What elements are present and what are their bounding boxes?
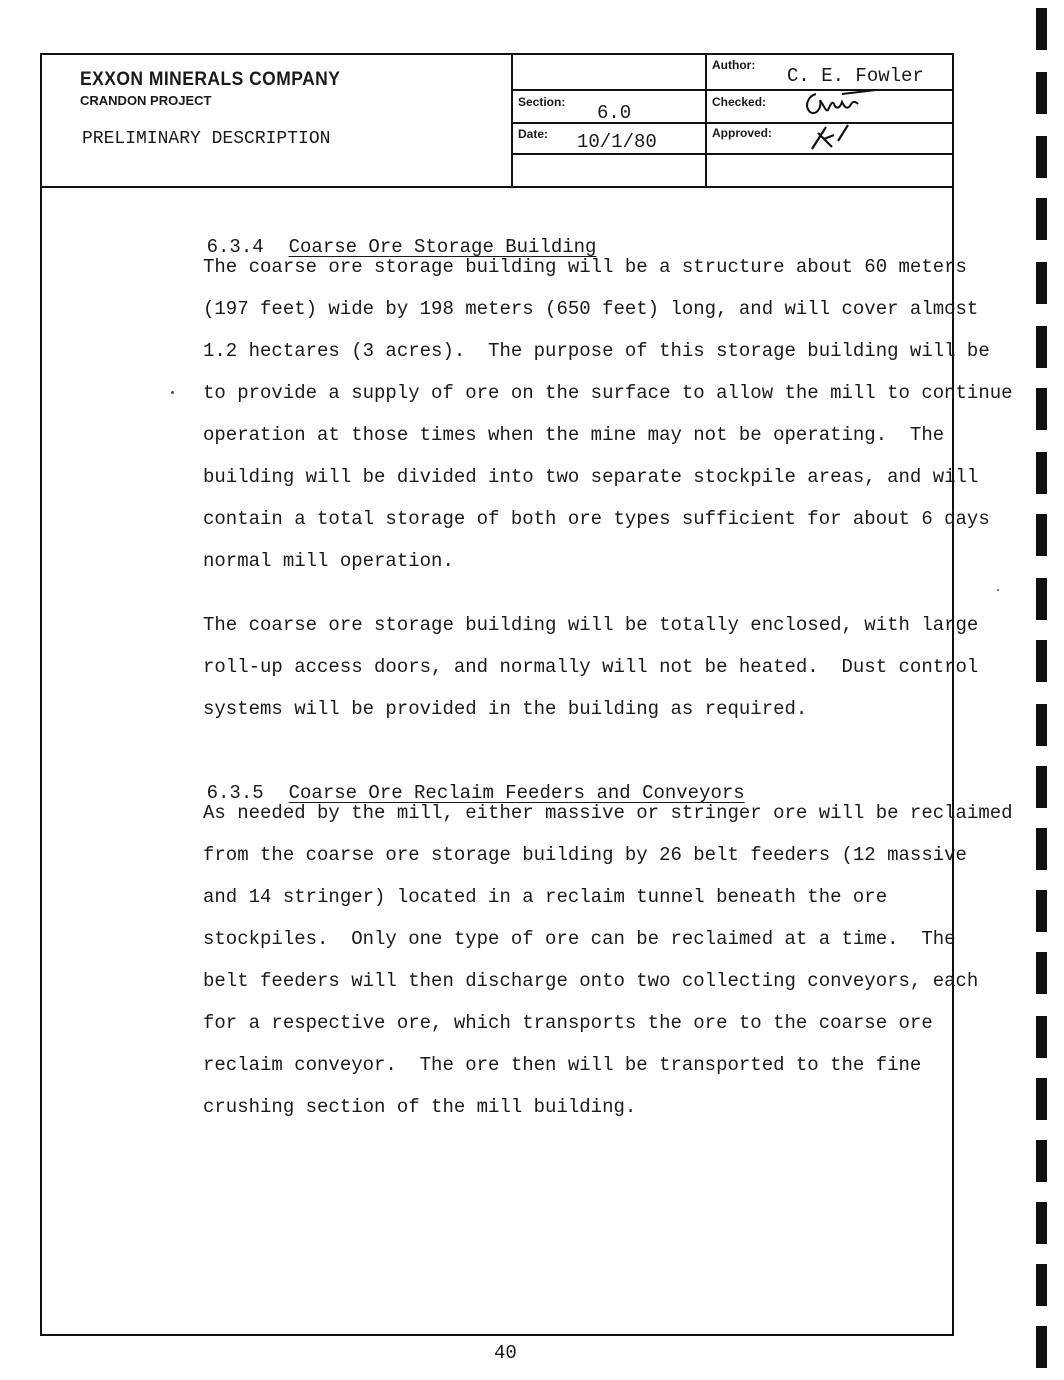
paragraph-line: The coarse ore storage building will be a structure about 60 meters — [203, 256, 967, 278]
company-block — [80, 69, 363, 108]
page-number: 40 — [494, 1342, 517, 1364]
paragraph — [203, 792, 1013, 1128]
binding-mark — [1036, 262, 1047, 304]
paragraph-line: normal mill operation. — [203, 550, 454, 572]
paragraph-line: belt feeders will then discharge onto two collecting conveyors, each — [203, 970, 979, 992]
binding-mark — [1036, 890, 1047, 932]
paragraph-line: The coarse ore storage building will be totally enclosed, with large — [203, 614, 979, 636]
binding-mark — [1036, 640, 1047, 682]
binding-mark — [1036, 8, 1047, 50]
paragraph-line: stockpiles. Only one type of ore can be reclaimed at a time. The — [203, 928, 956, 950]
approved-label: Approved: — [712, 126, 772, 140]
binding-mark — [1036, 1140, 1047, 1182]
section-title: Coarse Ore Reclaim Feeders and Conveyors — [288, 782, 745, 804]
paragraph-line: (197 feet) wide by 198 meters (650 feet) long, and will cover almost — [203, 298, 979, 320]
paragraph — [203, 246, 1013, 582]
binding-mark — [1036, 1264, 1047, 1306]
stray-mark — [171, 391, 174, 394]
paragraph-line: crushing section of the mill building. — [203, 1096, 637, 1118]
paragraph-line: and 14 stringer) located in a reclaim tunnel beneath the ore — [203, 886, 888, 908]
section-value: 6.0 — [597, 102, 632, 124]
binding-marks — [1036, 0, 1050, 1380]
paragraph — [203, 604, 979, 730]
binding-mark — [1036, 828, 1047, 870]
binding-mark — [1036, 1016, 1047, 1058]
binding-mark — [1036, 1326, 1047, 1368]
paragraph-line: 1.2 hectares (3 acres). The purpose of this storage building will be — [203, 340, 990, 362]
checked-signature-icon — [802, 88, 882, 120]
binding-mark — [1036, 578, 1047, 620]
author-value: C. E. Fowler — [787, 65, 924, 87]
paragraph-line: roll-up access doors, and normally will not be heated. Dust control — [203, 656, 979, 678]
paragraph-line: to provide a supply of ore on the surface to allow the mill to continue — [203, 382, 1013, 404]
grid-divider — [705, 55, 707, 186]
section-number: 6.3.4 — [206, 236, 264, 258]
project-name: CRANDON PROJECT — [80, 93, 212, 108]
binding-mark — [1036, 72, 1047, 114]
company-name: EXXON MINERALS COMPANY — [80, 69, 341, 90]
title-block — [42, 55, 952, 188]
binding-mark — [1036, 766, 1047, 808]
stray-mark — [997, 589, 999, 591]
paragraph-line: systems will be provided in the building as required. — [203, 698, 808, 720]
binding-mark — [1036, 388, 1047, 430]
binding-mark — [1036, 514, 1047, 556]
grid-divider — [511, 153, 952, 155]
date-value: 10/1/80 — [577, 131, 657, 153]
binding-mark — [1036, 704, 1047, 746]
paragraph-line: As needed by the mill, either massive or stringer ore will be reclaimed — [203, 802, 1013, 824]
date-label: Date: — [518, 127, 549, 141]
paragraph-line: contain a total storage of both ore types sufficient for about 6 days — [203, 508, 990, 530]
section-number: 6.3.5 — [206, 782, 264, 804]
grid-divider — [511, 55, 513, 186]
document-type: PRELIMINARY DESCRIPTION — [82, 129, 331, 149]
binding-mark — [1036, 136, 1047, 178]
author-label: Author: — [712, 58, 756, 72]
section-title: Coarse Ore Storage Building — [288, 236, 597, 258]
binding-mark — [1036, 326, 1047, 368]
binding-mark — [1036, 452, 1047, 494]
binding-mark — [1036, 198, 1047, 240]
section-label: Section: — [518, 95, 566, 109]
paragraph-line: for a respective ore, which transports the ore to the coarse ore — [203, 1012, 933, 1034]
paragraph-line: reclaim conveyor. The ore then will be transported to the fine — [203, 1054, 922, 1076]
paragraph-line: operation at those times when the mine may not be operating. The — [203, 424, 945, 446]
paragraph-line: building will be divided into two separate stockpile areas, and will — [203, 466, 979, 488]
approved-signature-icon — [804, 121, 854, 153]
grid-divider — [511, 89, 952, 91]
binding-mark — [1036, 1202, 1047, 1244]
grid-divider — [511, 122, 952, 124]
paragraph-line: from the coarse ore storage building by 26 belt feeders (12 massive — [203, 844, 967, 866]
binding-mark — [1036, 1078, 1047, 1120]
checked-label: Checked: — [712, 95, 767, 109]
binding-mark — [1036, 952, 1047, 994]
